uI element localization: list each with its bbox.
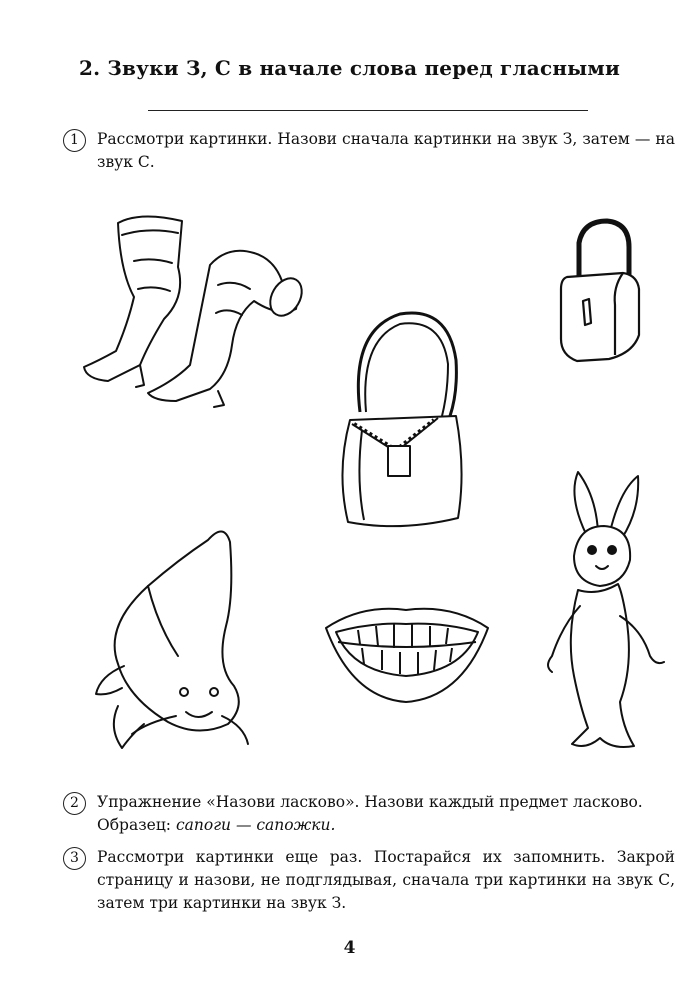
task-instruction: Упражнение «Назови ласково». Назови каждый предмет ласково.	[97, 793, 643, 811]
task-text: Рассмотри картинки еще раз. Постарайся их запомнить. Закрой страницу и назови, не подглядывая, сначала три картинки на звук С, затем три картинки на звук З.	[97, 848, 675, 912]
catfish-icon	[88, 516, 258, 756]
title-divider	[148, 110, 588, 111]
task-text	[97, 791, 675, 837]
example-text: сапоги — сапожки.	[175, 816, 336, 834]
page-title: 2. Звуки З, С в начале слова перед гласными	[78, 56, 621, 80]
boots-icon	[78, 205, 308, 415]
example-label: Образец:	[97, 816, 172, 834]
padlock-icon	[553, 215, 645, 365]
task-number-badge: 2	[63, 792, 86, 815]
hare-icon	[538, 466, 668, 762]
task-number-badge: 1	[63, 129, 86, 152]
task-3	[63, 846, 675, 915]
task-text: Рассмотри картинки. Назови сначала картинки на звук З, затем — на звук С.	[97, 130, 675, 171]
page-number: 4	[343, 938, 356, 958]
handbag-icon	[330, 300, 470, 540]
teeth-icon	[322, 602, 492, 712]
task-2	[63, 791, 675, 837]
task-1	[63, 128, 675, 174]
task-number-badge: 3	[63, 847, 86, 870]
